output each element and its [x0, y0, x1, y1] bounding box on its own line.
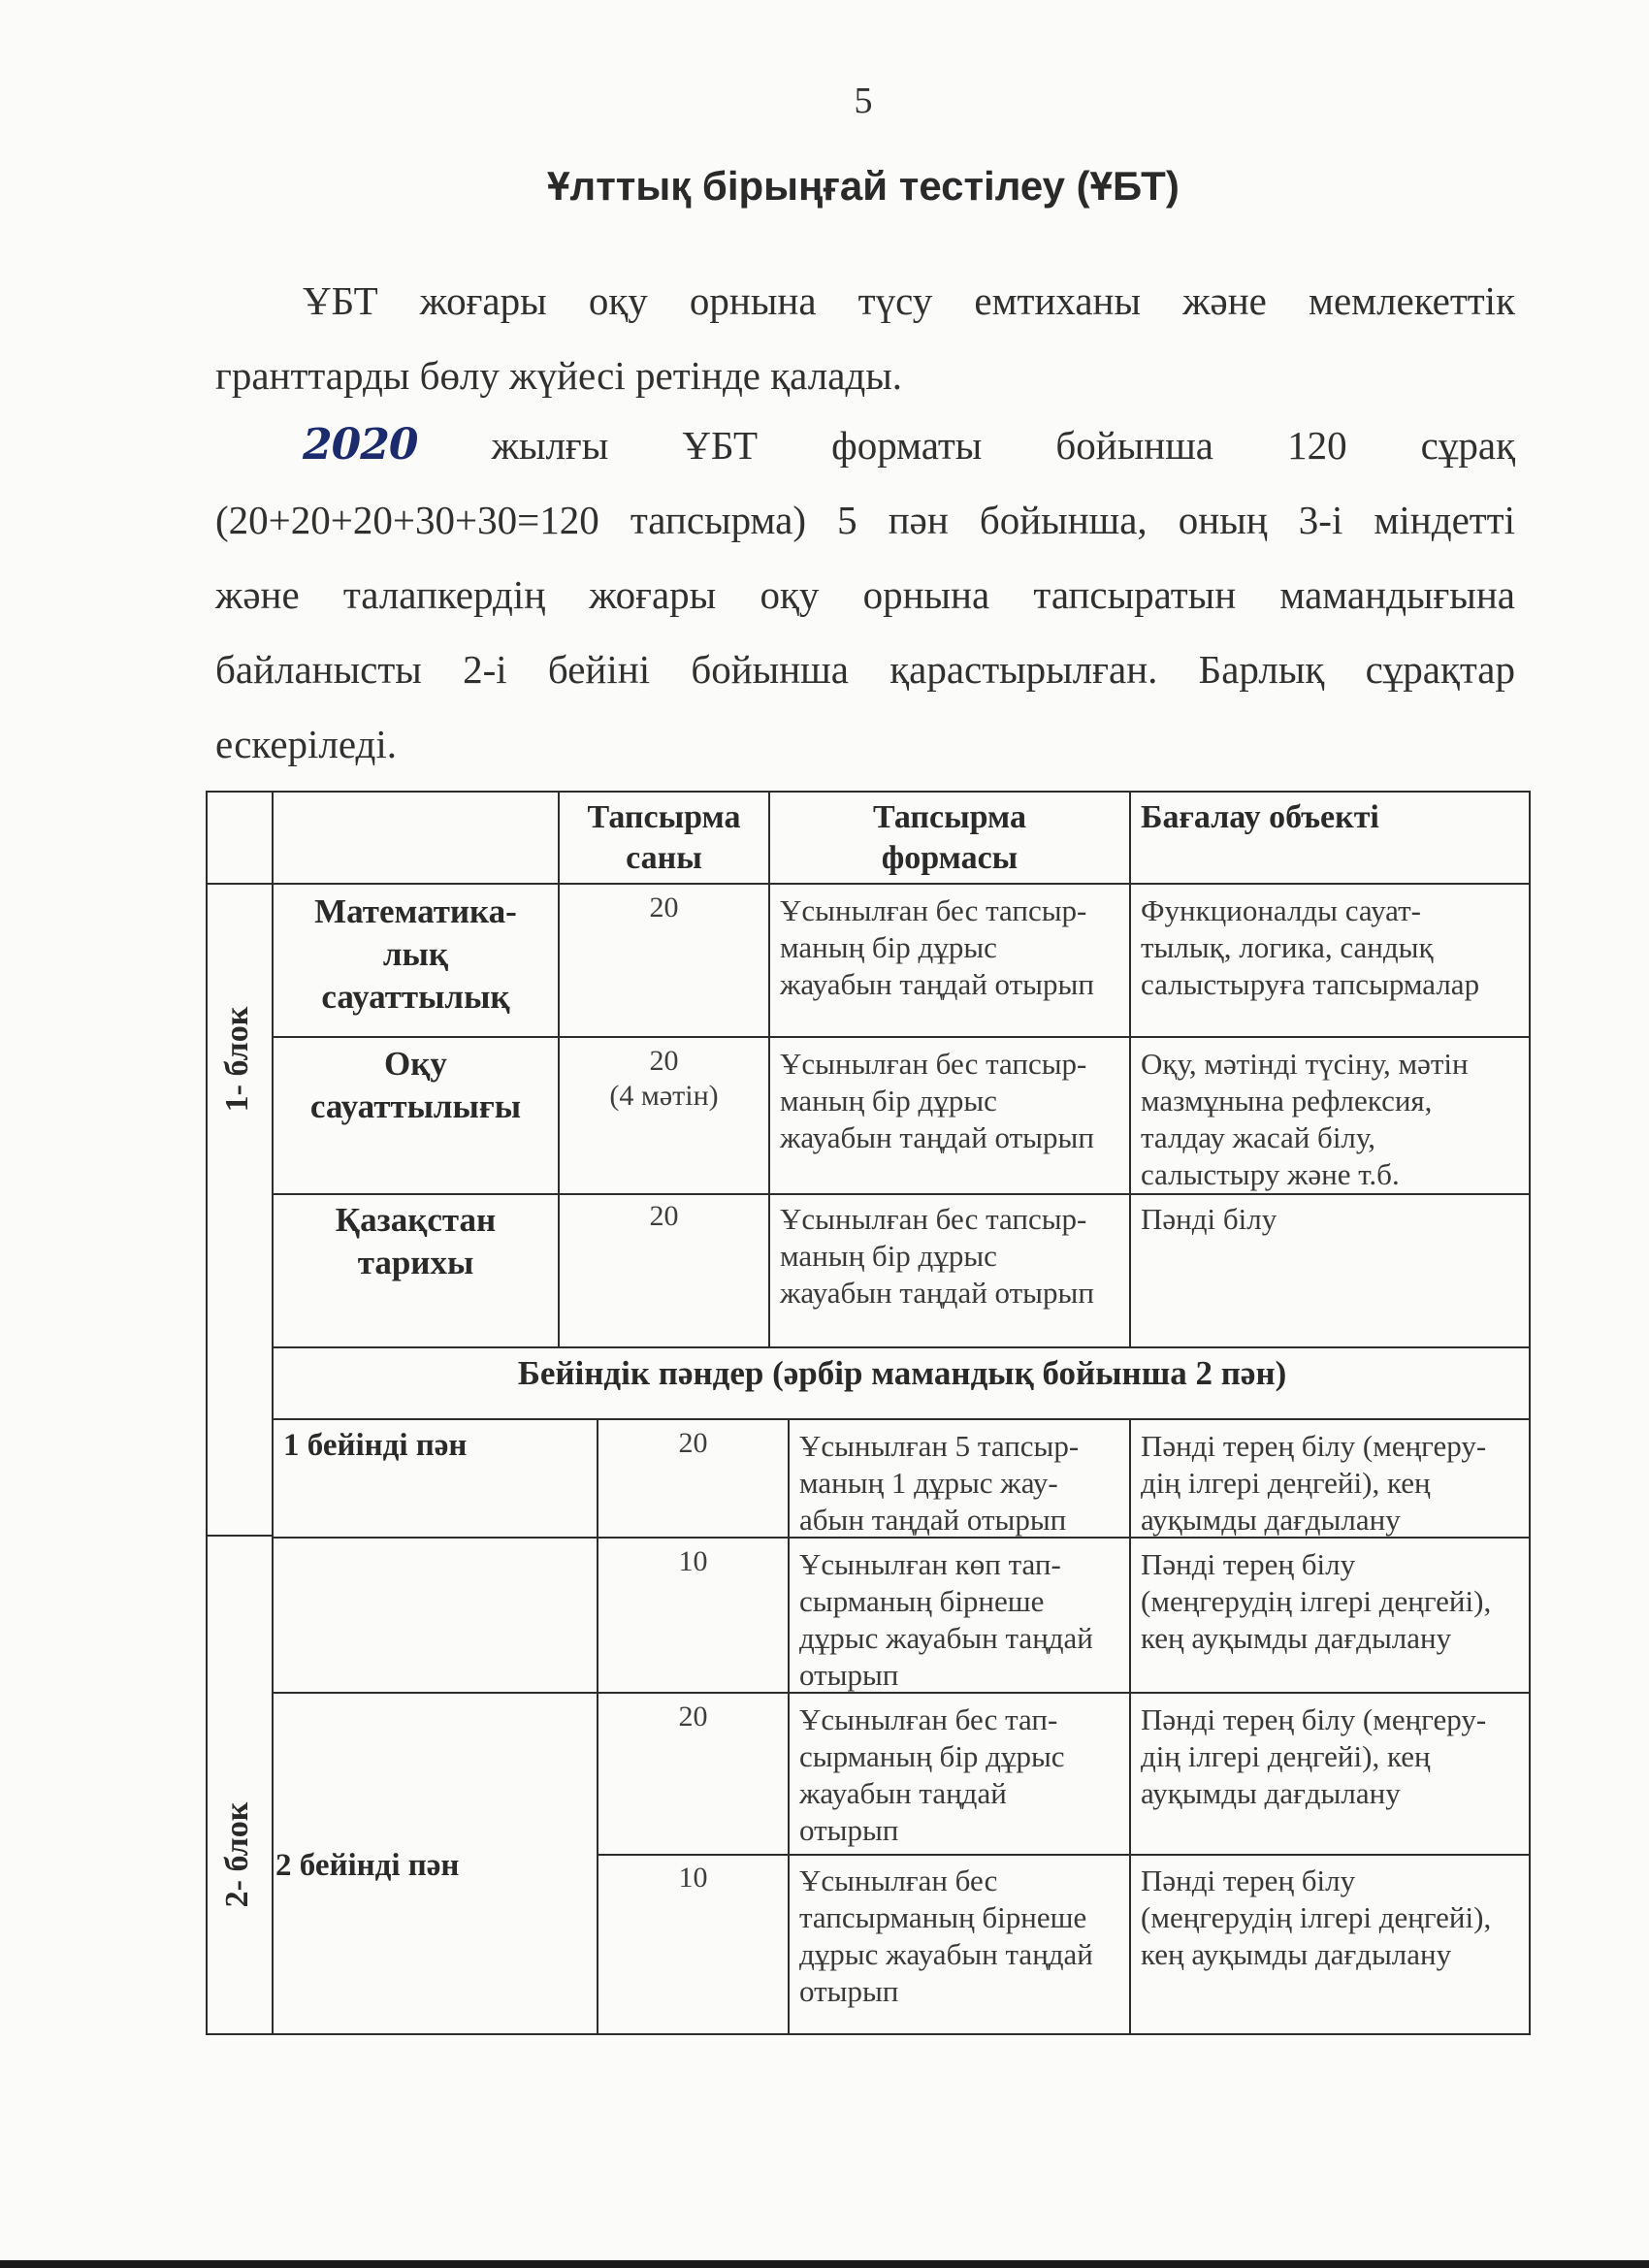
table-divider: [206, 1535, 274, 1537]
assessment-line: ауқымды дағдылану: [1141, 1776, 1401, 1810]
form-line: маның бір дұрыс: [780, 1084, 997, 1118]
subject-line: Оқу: [384, 1045, 447, 1083]
form-line: абын таңдай отырып: [799, 1503, 1067, 1537]
form-line: Ұсынылған бес: [799, 1863, 998, 1897]
assessment: [1141, 1428, 1529, 1539]
table-divider: [272, 1193, 1531, 1195]
table-divider: [1129, 791, 1131, 1346]
form-line: жауабын таңдай отырып: [780, 1120, 1094, 1154]
table-border: [206, 791, 208, 2035]
task-count: 10: [678, 1545, 708, 1577]
subject-line: Математика-: [314, 892, 517, 930]
task-count: 20: [649, 891, 679, 923]
header-line: саны: [626, 840, 702, 876]
subject-line: сауаттылығы: [309, 1087, 522, 1125]
paragraph-line: (20+20+20+30+30=120 тапсырма) 5 пән бойынша, оның 3-і міндетті: [215, 498, 1515, 542]
header-line: Тапсырма: [587, 799, 741, 835]
assessment-line: салыстыру және т.б.: [1141, 1157, 1400, 1191]
assessment-line: Пәнді терең білу: [1141, 1547, 1356, 1581]
form-line: тапсырманың бірнеше: [799, 1900, 1087, 1934]
subject-kazakhstan-history: [274, 1199, 558, 1284]
assessment: [1141, 1546, 1529, 1657]
form-line: сырманың бірнеше: [799, 1584, 1045, 1618]
form-line: жауабын таңдай отырып: [780, 1276, 1094, 1310]
assessment: [1141, 1863, 1529, 1973]
table-divider: [272, 1036, 1531, 1038]
form-line: маның бір дұрыс: [780, 1239, 997, 1273]
form-line: маның 1 дұрыс жау-: [799, 1466, 1058, 1500]
profile-subjects-header: Бейіндік пәндер (әрбір мамандық бойынша 2 пән): [517, 1354, 1287, 1392]
paragraph-format: [215, 407, 1515, 782]
page-number: 5: [854, 81, 873, 121]
assessment-line: талдау жасай білу,: [1141, 1120, 1376, 1154]
table-divider: [1129, 1418, 1131, 2035]
task-form: [799, 1428, 1125, 1539]
block1-label: 1- блок: [219, 1006, 255, 1113]
assessment-line: (меңгерудің ілгері деңгейі),: [1141, 1900, 1492, 1934]
header-task-form: [770, 797, 1129, 879]
header-line: формасы: [881, 840, 1018, 876]
assessment-line: Пәнді терең білу (меңгеру-: [1141, 1702, 1487, 1736]
assessment: [1141, 1046, 1529, 1193]
table-divider: [272, 1418, 1531, 1420]
form-line: Ұсынылған көп тап-: [799, 1547, 1061, 1581]
subject-line: тарихы: [357, 1244, 474, 1281]
assessment: [1141, 1201, 1529, 1238]
task-count: 20: [678, 1701, 708, 1733]
assessment-line: (меңгерудің ілгері деңгейі),: [1141, 1584, 1492, 1618]
assessment: [1141, 892, 1529, 1003]
assessment-line: тылық, логика, сандық: [1141, 930, 1434, 964]
form-line: Ұсынылған бес тапсыр-: [780, 1047, 1087, 1081]
form-line: Ұсынылған бес тапсыр-: [780, 893, 1087, 927]
table-divider: [272, 1346, 1531, 1348]
paragraph-intro: [215, 264, 1515, 413]
form-line: отырып: [799, 1974, 899, 2008]
block2-label: 2- блок: [219, 1801, 255, 1908]
handwritten-year: 2020: [303, 420, 418, 470]
table-divider: [206, 883, 1531, 885]
task-count: [560, 1044, 768, 1114]
header-assessment: Бағалау объекті: [1141, 799, 1379, 835]
assessment-line: дің ілгері деңгейі), кең: [1141, 1466, 1431, 1500]
form-line: Ұсынылған бес тап-: [799, 1702, 1058, 1736]
table-divider: [597, 1854, 1531, 1856]
form-line: сырманың бір дұрыс: [799, 1739, 1065, 1773]
scan-edge: [0, 2260, 1649, 2268]
task-count: 10: [678, 1862, 708, 1894]
assessment-line: дің ілгері деңгейі), кең: [1141, 1739, 1431, 1773]
form-line: Ұсынылған бес тапсыр-: [780, 1202, 1087, 1236]
subject-math-literacy: [274, 891, 558, 1019]
form-line: маның бір дұрыс: [780, 930, 997, 964]
header-line: Тапсырма: [873, 799, 1026, 835]
assessment-line: Оқу, мәтінді түсіну, мәтін: [1141, 1047, 1469, 1081]
profile-subject-2: 2 бейінді пән: [275, 1848, 460, 1883]
task-form: [799, 1546, 1125, 1694]
profile-subject-1: 1 бейінді пән: [283, 1428, 468, 1463]
table-border: [1529, 791, 1531, 2035]
task-form: [799, 1863, 1125, 2010]
form-line: жауабын таңдай отырып: [780, 967, 1094, 1001]
assessment-line: ауқымды дағдылану: [1141, 1503, 1401, 1537]
page-title: Ұлттық бірыңғай тестілеу (ҰБТ): [547, 163, 1180, 209]
assessment-line: Пәнді білу: [1141, 1202, 1277, 1236]
task-count: 20: [678, 1427, 708, 1459]
subject-line: Қазақстан: [335, 1201, 497, 1239]
paragraph-line: байланысты 2-і бейіні бойынша қарастырылған. Барлық сұрақтар: [215, 647, 1515, 692]
count-line: 20: [649, 1045, 679, 1077]
table-border: [206, 2033, 1531, 2035]
form-line: жауабын таңдай: [799, 1776, 1007, 1810]
task-form: [780, 1046, 1125, 1156]
assessment-line: Функционалды сауат-: [1141, 893, 1422, 927]
form-line: отырып: [799, 1658, 899, 1692]
table-divider: [788, 1418, 790, 2035]
task-count: 20: [649, 1200, 679, 1232]
assessment: [1141, 1701, 1529, 1812]
form-line: отырып: [799, 1813, 899, 1847]
form-line: Ұсынылған 5 тапсыр-: [799, 1429, 1080, 1463]
form-line: дұрыс жауабын таңдай: [799, 1621, 1093, 1655]
subject-line: лық: [382, 935, 449, 973]
paragraph-line: ҰБТ жоғары оқу орнына түсу емтиханы және мемлекеттік: [303, 278, 1515, 323]
paragraph-line: гранттарды бөлу жүйесі ретінде қалады.: [215, 353, 903, 398]
table-border: [206, 791, 1531, 793]
assessment-line: салыстыруға тапсырмалар: [1141, 967, 1480, 1001]
task-form: [780, 1201, 1125, 1312]
task-form: [780, 892, 1125, 1003]
subject-line: сауаттылық: [321, 978, 510, 1016]
assessment-line: Пәнді терең білу: [1141, 1863, 1356, 1897]
paragraph-line: ескеріледі.: [215, 722, 398, 766]
paragraph-line: және талапкердің жоғары оқу орнына тапсыратын мамандығына: [215, 572, 1515, 617]
assessment-line: кең ауқымды дағдылану: [1141, 1621, 1452, 1655]
header-task-count: [560, 797, 768, 879]
count-line: (4 мәтін): [609, 1080, 719, 1112]
task-form: [799, 1701, 1125, 1849]
assessment-line: кең ауқымды дағдылану: [1141, 1937, 1452, 1971]
assessment-line: Пәнді терең білу (меңгеру-: [1141, 1429, 1487, 1463]
form-line: дұрыс жауабын таңдай: [799, 1937, 1093, 1971]
subject-reading-literacy: [274, 1043, 558, 1128]
assessment-line: мазмұнына рефлексия,: [1141, 1084, 1433, 1118]
paragraph-line: жылғы ҰБТ форматы бойынша 120 сұрақ: [491, 423, 1515, 468]
